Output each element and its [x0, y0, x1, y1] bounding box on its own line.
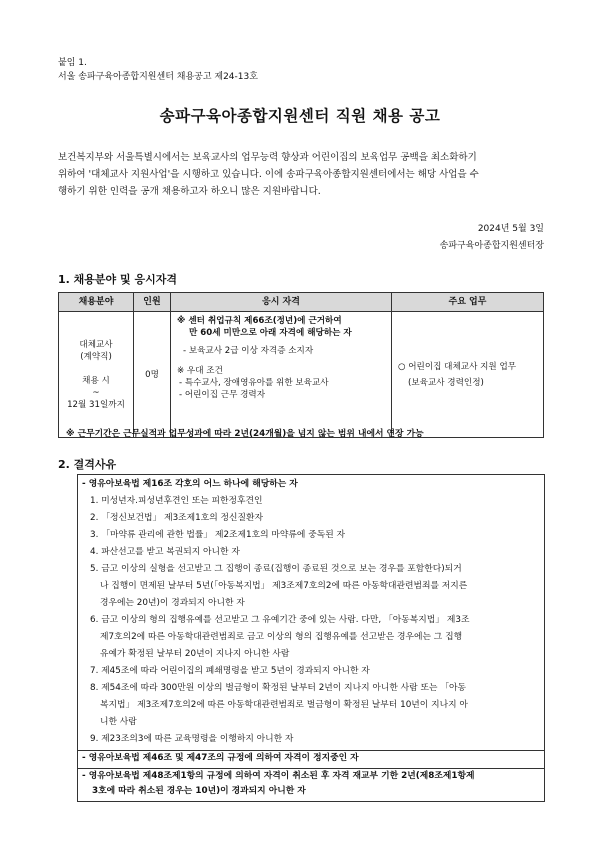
attachment-label: 붙임 1.	[58, 58, 87, 68]
recruit-table	[58, 292, 544, 438]
qual-line-6: - 어린이집 근무 경력자	[179, 390, 266, 400]
field-period-end: 12월 31일까지	[67, 399, 125, 410]
section2-heading: 2. 결격사유	[58, 458, 117, 471]
qual-line-5: - 특수교사, 장애영유아를 위한 보육교사	[179, 378, 329, 388]
notice-date: 2024년 5월 3일	[477, 224, 544, 234]
disq-line: - 영유아보육법 제16조 각호의 어느 하나에 해당하는 자	[82, 479, 298, 489]
disq-line: 1. 미성년자.피성년후견인 또는 피한정후견인	[90, 496, 263, 506]
disq-line: 제7호의2에 따른 아동학대관련범죄로 금고 이상의 형의 집행유예를 선고받은 경우에는 그 집행	[100, 632, 463, 642]
qual-line-4: ※ 우대 조건	[177, 366, 223, 376]
field-name: 대체교사	[79, 339, 113, 350]
field-period-start: 채용 시	[82, 375, 110, 386]
section1-heading: 1. 채용분야 및 응시자격	[58, 273, 177, 286]
divider	[78, 768, 544, 769]
table-header-row	[59, 293, 544, 312]
disq-line: 4. 파산선고를 받고 복권되지 아니한 자	[90, 547, 240, 557]
disq-line: 6. 금고 이상의 형의 집행유예를 선고받고 그 유예기간 중에 있는 사람. 다만, 「아동복지법」 제3조	[90, 615, 470, 625]
field-type: (계약직)	[80, 351, 112, 362]
disq-line: 9. 제23조의3에 따른 교육명령을 이행하지 아니한 자	[90, 734, 294, 744]
header-count: 인원	[134, 293, 171, 312]
field-cell	[59, 312, 134, 438]
qual-line-3: - 보육교사 2급 이상 자격증 소지자	[183, 346, 314, 356]
disq-line: 경우에는 20년)이 경과되지 아니한 자	[100, 598, 245, 608]
divider	[78, 750, 544, 751]
disq-line: 유예가 확정된 날부터 20년이 지나지 아니한 사람	[100, 649, 290, 659]
duty-line-1: ○ 어린이집 대체교사 지원 업무	[398, 361, 517, 372]
count-cell: 0명	[134, 312, 171, 438]
header-duty: 주요 업무	[392, 293, 544, 312]
disq-line: 3호에 따라 취소된 경우는 10년)이 경과되지 아니한 자	[92, 786, 306, 796]
qual-line-1: ※ 센터 취업규칙 제66조(정년)에 근거하여	[177, 316, 342, 326]
disq-line: - 영유아보육법 제48조제1항의 규정에 의하여 자격이 취소된 후 자격 재교부 기한 2년(제8조제1항제	[82, 771, 475, 781]
page-title: 송파구육아종합지원센터 직원 채용 공고	[159, 107, 441, 125]
field-period-tilde: ~	[92, 387, 100, 398]
intro-line-1: 보건복지부와 서울특별시에서는 보육교사의 업무능력 향상과 어린이집의 보육업무 공백을 최소화하기	[58, 152, 477, 163]
disq-line: 나 집행이 면제된 날부터 5년(「아동복지법」 제3조제7호의2에 따른 아동학대관련범죄를 저지른	[100, 581, 468, 591]
header-qualification: 응시 자격	[171, 293, 392, 312]
disq-line: - 영유아보육법 제46조 및 제47조의 규정에 의하여 자격이 정지중인 자	[82, 753, 359, 763]
qualification-cell	[171, 312, 392, 438]
duty-line-2: (보육교사 경력인정)	[408, 377, 484, 388]
disq-line: 7. 제45조에 따라 어린이집의 폐쇄명령을 받고 5년이 경과되지 아니한 자	[90, 666, 370, 676]
disq-line: 니한 사람	[100, 717, 137, 727]
disq-line: 2. 「정신보건법」 제3조제1호의 정신질환자	[90, 513, 264, 523]
disq-line: 8. 제54조에 따라 300만원 이상의 벌금형이 확정된 날부터 2년이 지나지 아니한 사람 또는 「아동	[90, 683, 467, 693]
issuer: 송파구육아종합지원센터장	[439, 241, 544, 251]
intro-line-3: 행하기 위한 인력을 공개 채용하고자 하오니 많은 지원바랍니다.	[58, 186, 321, 197]
table-row	[59, 312, 544, 438]
intro-line-2: 위하여 '대체교사 지원사업'을 시행하고 있습니다. 이에 송파구육아종합지원센터에서는 해당 사업을 수	[58, 169, 479, 180]
disq-line: 복지법」 제3조제7호의2에 따른 아동학대관련범죄로 벌금형이 확정된 날부터 10년이 지나지 아	[100, 700, 468, 710]
disqualification-box	[77, 474, 545, 802]
duty-cell	[392, 312, 544, 438]
disq-line: 3. 「마약류 관리에 관한 법률」 제2조제1호의 마약류에 중독된 자	[90, 530, 346, 540]
header-field: 채용분야	[59, 293, 134, 312]
extension-note: ※ 근무기간은 근무실적과 업무성과에 따라 2년(24개월)을 넘지 않는 범위 내에서 연장 가능	[66, 429, 424, 439]
disq-line: 5. 금고 이상의 실형을 선고받고 그 집행이 종료(집행이 종료된 것으로 보는 경우를 포함한다)되거	[90, 564, 462, 574]
notice-number: 서울 송파구육아종합지원센터 채용공고 제24-13호	[58, 72, 258, 82]
qual-line-2: 만 60세 미만으로 아래 자격에 해당하는 자	[189, 328, 352, 338]
